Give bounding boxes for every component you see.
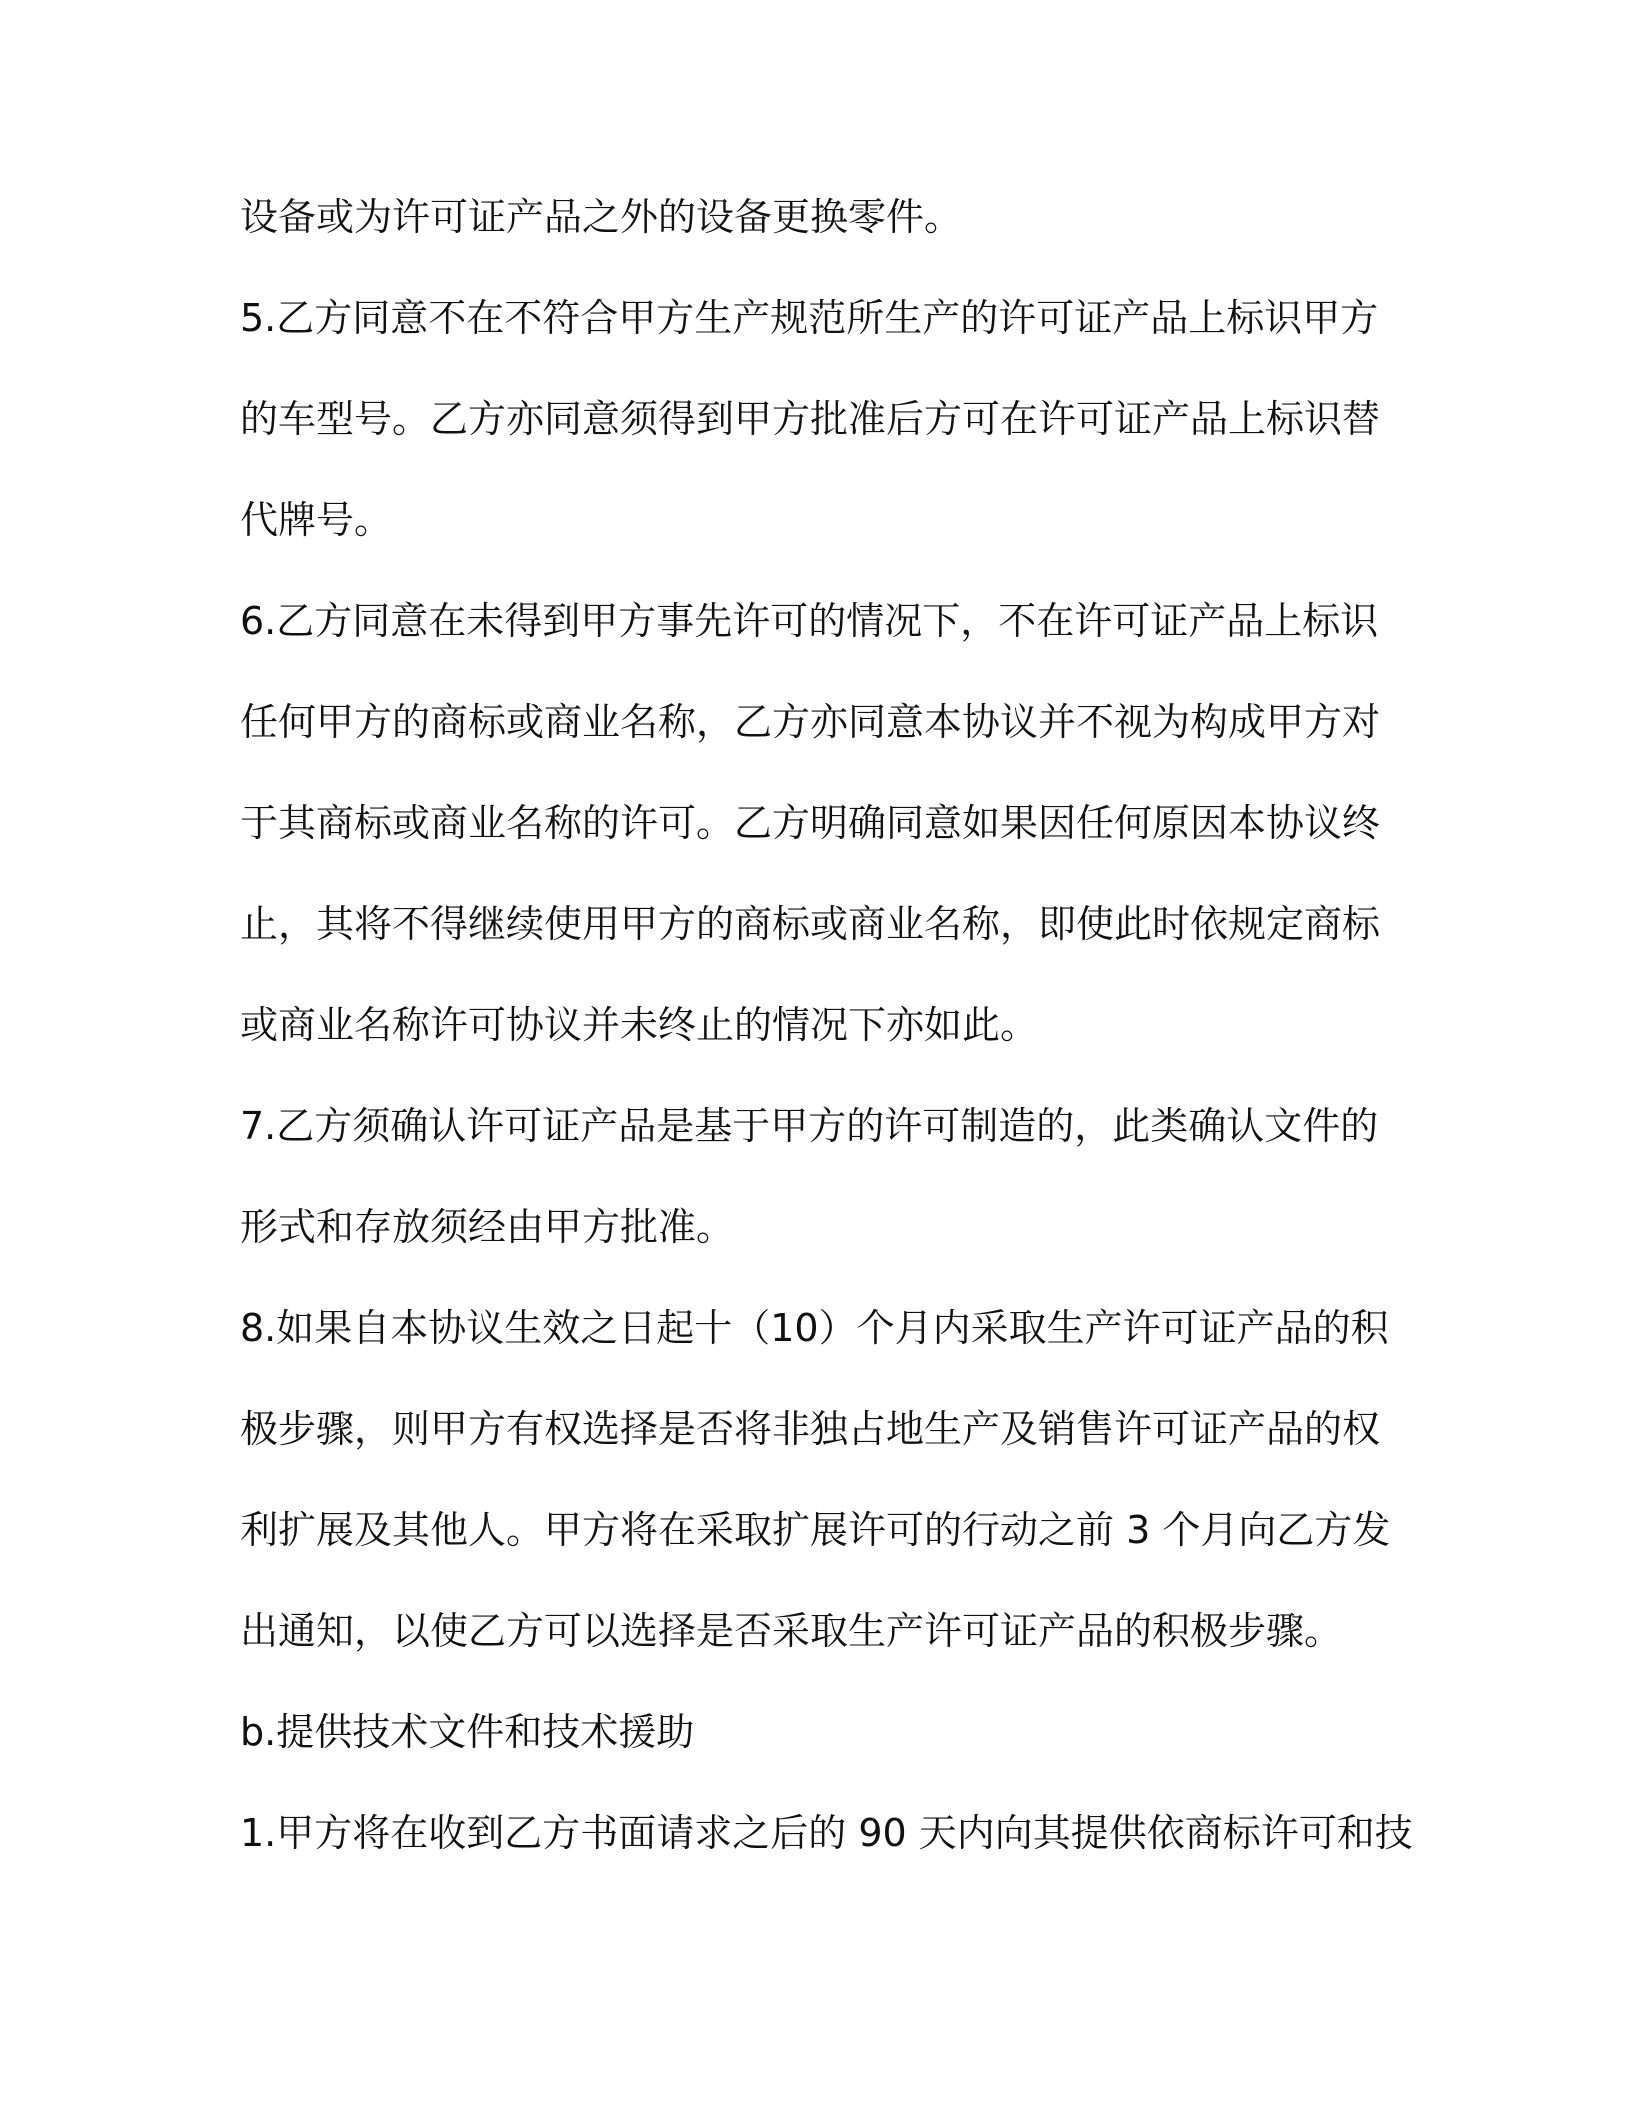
clause-5-line-3: 代牌号。	[240, 498, 393, 542]
clause-6-line-5: 或商业名称许可协议并未终止的情况下亦如此。	[240, 1003, 1039, 1047]
section-b-clause-1-line-1: 1.甲方将在收到乙方书面请求之后的 90 天内向其提供依商标许可和技	[240, 1811, 1413, 1855]
clause-6-line-3: 于其商标或商业名称的许可。乙方明确同意如果因任何原因本协议终	[240, 801, 1381, 845]
clause-6-line-1: 6.乙方同意在未得到甲方事先许可的情况下，不在许可证产品上标识	[240, 599, 1379, 643]
clause-5-line-2: 的车型号。乙方亦同意须得到甲方批准后方可在许可证产品上标识替	[240, 397, 1381, 441]
clause-8-line-1: 8.如果自本协议生效之日起十（10）个月内采取生产许可证产品的积	[240, 1306, 1389, 1350]
clause-7-line-2: 形式和存放须经由甲方批准。	[240, 1205, 735, 1249]
paragraph-line-1: 设备或为许可证产品之外的设备更换零件。	[240, 195, 963, 239]
section-b-heading: b.提供技术文件和技术援助	[240, 1710, 695, 1754]
clause-8-line-2: 极步骤，则甲方有权选择是否将非独占地生产及销售许可证产品的权	[240, 1407, 1381, 1451]
clause-7-line-1: 7.乙方须确认许可证产品是基于甲方的许可制造的，此类确认文件的	[240, 1104, 1379, 1148]
clause-8-line-4: 出通知，以使乙方可以选择是否采取生产许可证产品的积极步骤。	[240, 1609, 1343, 1653]
clause-6-line-4: 止，其将不得继续使用甲方的商标或商业名称，即使此时依规定商标	[240, 902, 1381, 946]
clause-5-line-1: 5.乙方同意不在不符合甲方生产规范所生产的许可证产品上标识甲方	[240, 296, 1379, 340]
clause-6-line-2: 任何甲方的商标或商业名称，乙方亦同意本协议并不视为构成甲方对	[240, 700, 1381, 744]
clause-8-line-3: 利扩展及其他人。甲方将在采取扩展许可的行动之前 3 个月向乙方发	[240, 1508, 1391, 1552]
